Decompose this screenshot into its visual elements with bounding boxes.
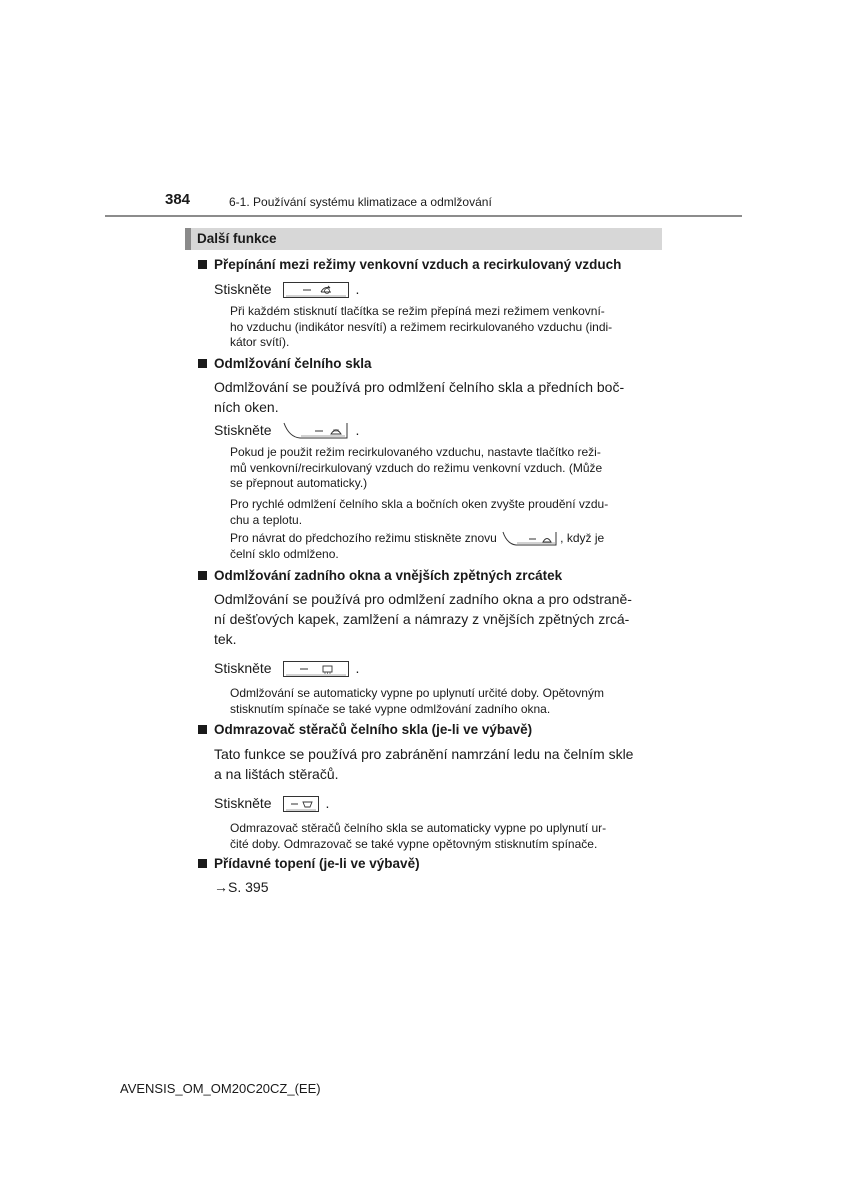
heading-recirculation: Přepínání mezi režimy venkovní vzduch a recirkulovaný vzduch [198,257,621,272]
windshield-defog-icon [283,422,349,440]
section-title: Další funkce [197,231,277,246]
wiper-deicer-icon [283,796,319,812]
press-instruction-wiper: Stiskněte . [214,795,330,811]
heading-rear-defog: Odmlžování zadního okna a vnějších zpětných zrcátek [198,568,562,583]
heading-wiper-deicer: Odmrazovač stěračů čelního skla (je-li ve výbavě) [198,722,532,737]
press-instruction-rear: Stiskněte . [214,660,360,676]
windshield-defog-icon [502,531,558,547]
heading-auxiliary-heater: Přídavné topení (je-li ve výbavě) [198,856,420,871]
note-windshield-1: Pokud je použit režim recirkulovaného vzduchu, nastavte tlačítko reži- mů venkovní/recirkulovaný vzduch do režimu venkovní vzduch. (Může se přepnout automaticky.) [230,445,603,490]
note-wiper-deicer: Odmrazovač stěračů čelního skla se automaticky vypne po uplynutí ur- čité doby. Odmrazovač se také vypne opětovným stisknutím spínače. [230,821,607,851]
bullet-square-icon [198,359,207,368]
body-rear-defog: Odmlžování se používá pro odmlžení zadního okna a pro odstraně- ní dešťových kapek, zamlžení a námrazy z vnějších zpětných zrcá- tek. [214,591,632,647]
note-recirculation: Při každém stisknutí tlačítka se režim přepíná mezi režimem venkovní- ho vzduchu (indikátor nesvítí) a režimem recirkulovaného vzduchu (indi- kátor svítí). [230,304,613,349]
rear-defogger-icon [283,661,349,677]
page-number: 384 [165,191,191,208]
heading-windshield-defog: Odmlžování čelního skla [198,356,372,371]
press-instruction-recirculation: Stiskněte . [214,281,360,297]
arrow-right-icon: → [214,879,228,895]
bullet-square-icon [198,260,207,269]
bullet-square-icon [198,571,207,580]
note-rear-defog: Odmlžování se automaticky vypne po uplynutí určité doby. Opětovným stisknutím spínače se také vypne odmlžování zadního okna. [230,686,604,716]
note-windshield-2: Pro rychlé odmlžení čelního skla a bočních oken zvyšte proudění vzdu- chu a teplotu. [230,497,609,527]
recirculation-icon [283,282,349,298]
cross-reference[interactable] [214,879,268,895]
header-rule [105,215,742,217]
footer-code: AVENSIS_OM_OM20C20CZ_(EE) [120,1081,321,1096]
body-windshield-defog: Odmlžování se používá pro odmlžení čelního skla a předních boč- ních oken. [214,379,625,415]
running-head: 6-1. Používání systému klimatizace a odmlžování [229,195,492,209]
press-instruction-windshield: Stiskněte . [214,422,359,440]
section-bar [185,228,662,250]
body-wiper-deicer: Tato funkce se používá pro zabránění namrzání ledu na čelním skle a na lištách stěračů. [214,746,634,782]
note-windshield-return: Pro návrat do předchozího režimu stiskněte znovu , když je čelní sklo odmlženo. [230,531,605,561]
xref-page-link[interactable]: S. 395 [228,879,269,895]
bullet-square-icon [198,859,207,868]
bullet-square-icon [198,725,207,734]
